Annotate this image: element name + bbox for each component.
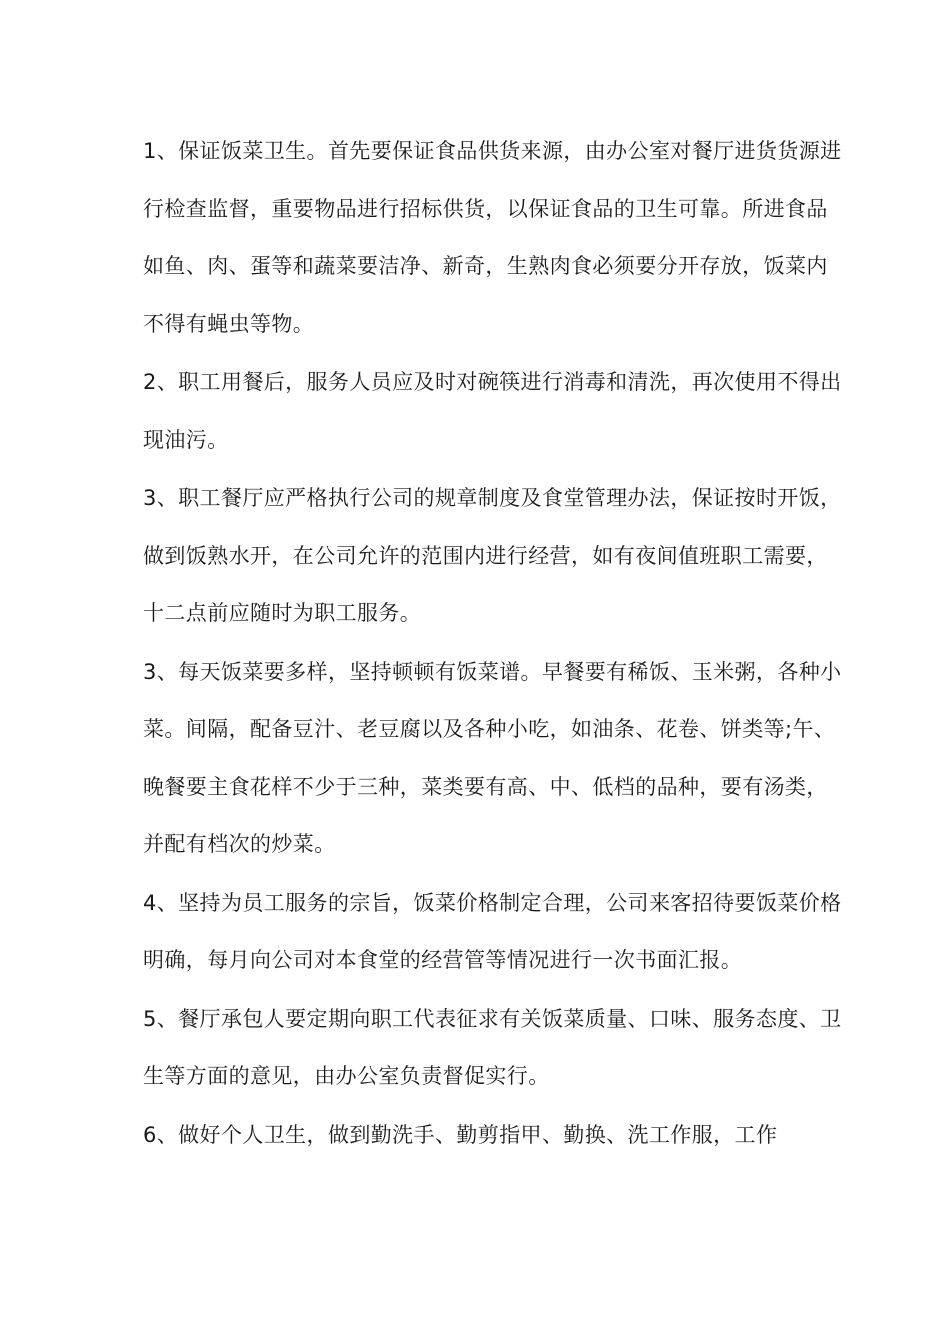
paragraph-3: 3、职工餐厅应严格执行公司的规章制度及食堂管理办法，保证按时开饭，做到饭熟水开，在公司允许的范围内进行经营，如有夜间值班职工需要，十二点前应随时为职工服务。: [143, 486, 842, 625]
paragraph-5: 4、坚持为员工服务的宗旨，饭菜价格制定合理，公司来客招待要饭菜价格明确，每月向公司对本食堂的经营管等情况进行一次书面汇报。: [143, 890, 842, 972]
document-body: [143, 123, 843, 1165]
paragraph-7: 6、做好个人卫生，做到勤洗手、勤剪指甲、勤换、洗工作服，工作: [143, 1122, 778, 1147]
paragraph-6: 5、餐厅承包人要定期向职工代表征求有关饭菜质量、口味、服务态度、卫生等方面的意见，由办公室负责督促实行。: [143, 1006, 842, 1088]
paragraph-4: 3、每天饭菜要多样，坚持顿顿有饭菜谱。早餐要有稀饭、玉米粥，各种小菜。间隔，配备豆汁、老豆腐以及各种小吃，如油条、花卷、饼类等;午、晚餐要主食花样不少于三种，菜类要有高、中、低档的品种，要有汤类，并配有档次的炒菜。: [143, 659, 842, 856]
paragraph-1: 1、保证饭菜卫生。首先要保证食品供货来源，由办公室对餐厅进货货源进行检查监督，重要物品进行招标供货，以保证食品的卫生可靠。所进食品如鱼、肉、蛋等和蔬菜要洁净、新奇，生熟肉食必须要分开存放，饭菜内不得有蝇虫等物。: [143, 139, 842, 336]
paragraph-2: 2、职工用餐后，服务人员应及时对碗筷进行消毒和清洗，再次使用不得出现油污。: [143, 370, 842, 452]
